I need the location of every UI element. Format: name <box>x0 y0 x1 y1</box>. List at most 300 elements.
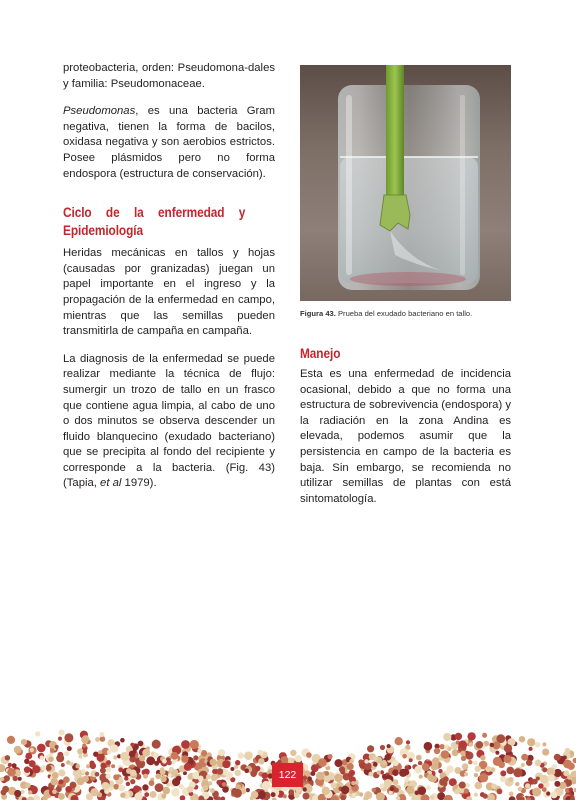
seed <box>377 770 381 774</box>
seed <box>546 792 550 796</box>
seed <box>258 758 264 764</box>
seed <box>161 794 166 799</box>
seed <box>513 768 522 777</box>
seed <box>509 796 516 800</box>
seed <box>181 755 188 762</box>
paragraph-diagnosis-text: La diagnosis de la enfermedad se puede realizar mediante la técnica de flujo: sumergir un trozo de tallo en un frasco que contiene agua limpia, al cabo de uno o dos minutos se observa descender un fluido blanquecino (exudado bacteriano) que se precipita al fondo del recipiente y corresponde a la bacteria. (Fig. 43) (Tapia, <box>63 352 275 490</box>
seed <box>153 753 159 759</box>
seed <box>509 777 514 782</box>
seed <box>464 788 469 793</box>
citation-year: 1979). <box>121 477 157 490</box>
seed <box>392 769 399 776</box>
seed <box>529 747 533 751</box>
seed <box>455 733 462 740</box>
seed <box>48 756 54 762</box>
seed <box>244 751 253 760</box>
seed <box>106 767 112 773</box>
seed <box>521 754 528 761</box>
seed <box>7 736 15 744</box>
seed <box>2 786 9 793</box>
seed <box>351 781 355 785</box>
seed <box>394 788 399 793</box>
seed <box>465 783 470 788</box>
seed <box>82 744 86 748</box>
seed <box>7 768 16 777</box>
seed <box>55 745 59 749</box>
heading-manejo: Manejo <box>300 346 341 361</box>
seed <box>85 771 89 775</box>
seed <box>536 777 540 781</box>
seed <box>251 791 259 799</box>
seed <box>364 791 372 799</box>
seed <box>341 786 349 794</box>
seed <box>14 790 21 797</box>
seed <box>389 791 393 795</box>
seed <box>162 759 167 764</box>
seed <box>532 788 541 797</box>
seed <box>70 782 77 789</box>
seed <box>565 748 570 753</box>
citation-etal: et al <box>100 477 122 490</box>
seed <box>382 760 387 765</box>
seed <box>500 770 506 776</box>
seed <box>234 770 241 777</box>
seed <box>483 794 488 799</box>
seed <box>77 778 85 786</box>
seed <box>348 772 353 777</box>
seed <box>27 796 34 800</box>
seed <box>446 766 453 773</box>
seed <box>149 780 155 786</box>
seed <box>150 791 157 798</box>
seed <box>160 776 166 782</box>
seed <box>179 784 184 789</box>
seed <box>349 759 354 764</box>
seed <box>58 737 62 741</box>
seed <box>222 760 230 768</box>
seed <box>563 760 572 769</box>
seed <box>414 766 422 774</box>
seed <box>95 737 100 742</box>
seed <box>434 748 440 754</box>
seed <box>439 744 444 749</box>
seed <box>444 795 453 800</box>
left-column <box>63 61 275 504</box>
seed <box>367 745 374 752</box>
seed <box>459 782 466 789</box>
seed <box>426 785 431 790</box>
seed <box>120 793 125 798</box>
seed <box>5 755 10 760</box>
seed <box>238 752 244 758</box>
seed <box>67 746 72 751</box>
seed <box>474 793 478 797</box>
seed <box>152 740 161 749</box>
seed <box>493 757 502 766</box>
seed <box>171 788 180 797</box>
seed <box>364 759 368 763</box>
seed <box>504 744 512 752</box>
seed <box>172 769 178 775</box>
seed <box>288 789 294 795</box>
seed <box>548 774 555 781</box>
seed <box>567 775 572 780</box>
seed <box>352 793 356 797</box>
seed <box>364 762 372 770</box>
seed <box>198 776 204 782</box>
seed <box>129 751 136 758</box>
seed <box>387 754 392 759</box>
seed <box>496 734 505 743</box>
seed <box>316 772 324 780</box>
seed <box>230 767 234 771</box>
seed <box>58 769 65 776</box>
seed <box>46 765 52 771</box>
seed <box>221 797 225 800</box>
seed <box>406 786 414 794</box>
seed <box>424 742 433 751</box>
seed <box>538 783 543 788</box>
seed <box>139 755 145 761</box>
seed <box>458 740 467 749</box>
seed <box>283 794 287 798</box>
seed <box>52 789 57 794</box>
seed <box>218 749 225 756</box>
seed <box>113 774 119 780</box>
seed <box>380 745 385 750</box>
seed <box>124 776 128 780</box>
seed <box>542 749 549 756</box>
caption-text: Prueba del exudado bacteriano en tallo. <box>335 309 473 318</box>
seed <box>168 773 172 777</box>
paragraph-pseudomonas <box>63 104 275 182</box>
seed <box>473 761 478 766</box>
seed <box>409 758 413 762</box>
seed <box>461 756 466 761</box>
seed <box>21 739 27 745</box>
seed <box>527 738 535 746</box>
seed <box>203 785 209 791</box>
seed <box>403 769 409 775</box>
seed <box>540 775 549 784</box>
seed <box>106 774 111 779</box>
seed <box>464 772 468 776</box>
seed <box>469 742 473 746</box>
seed <box>56 754 64 762</box>
seed <box>475 766 481 772</box>
seed <box>393 779 399 785</box>
seed <box>542 767 547 772</box>
seed <box>485 766 491 772</box>
seed <box>77 748 83 754</box>
seed <box>406 740 410 744</box>
seed <box>509 792 514 797</box>
seed <box>475 782 483 790</box>
seed <box>126 782 130 786</box>
seed <box>235 760 240 765</box>
seed <box>422 763 430 771</box>
seed <box>81 736 89 744</box>
seed <box>110 744 119 753</box>
seed <box>12 763 17 768</box>
seed <box>495 751 499 755</box>
seed <box>454 789 459 794</box>
seed <box>75 764 80 769</box>
seed <box>99 732 104 737</box>
seed <box>61 763 65 767</box>
seed <box>468 760 472 764</box>
seed <box>390 787 394 791</box>
seed <box>339 766 345 772</box>
seed <box>4 775 10 781</box>
seed <box>197 749 202 754</box>
seed <box>500 776 507 783</box>
seed <box>29 760 36 767</box>
seed <box>393 760 399 766</box>
seed <box>30 748 34 752</box>
seed <box>111 764 115 768</box>
seed <box>180 795 186 800</box>
seed <box>8 763 12 767</box>
seed <box>171 752 179 760</box>
figure-43-photo <box>300 65 511 301</box>
seed <box>172 778 180 786</box>
figure-caption <box>300 309 511 319</box>
seed <box>554 754 561 761</box>
seed <box>120 738 125 743</box>
seed <box>13 776 18 781</box>
seed <box>503 755 511 763</box>
seed <box>372 788 376 792</box>
seed <box>50 748 55 753</box>
seed <box>100 763 106 769</box>
seed <box>542 742 546 746</box>
seed <box>554 781 560 787</box>
seed <box>35 731 40 736</box>
seed <box>187 786 194 793</box>
seed <box>130 743 134 747</box>
seed <box>535 760 542 767</box>
seed <box>51 778 58 785</box>
seed <box>234 765 238 769</box>
seed <box>41 765 46 770</box>
seed <box>58 793 65 800</box>
seed <box>40 755 45 760</box>
seed <box>155 783 164 792</box>
seed <box>479 773 488 782</box>
seed <box>155 774 161 780</box>
seed <box>525 783 531 789</box>
seed <box>563 756 567 760</box>
seed <box>222 782 227 787</box>
seed <box>334 774 342 782</box>
seed <box>373 756 378 761</box>
seed <box>226 772 233 779</box>
seed <box>142 784 148 790</box>
seed <box>216 780 221 785</box>
seed <box>515 782 519 786</box>
seed <box>380 783 385 788</box>
seed <box>52 772 59 779</box>
seed <box>217 768 224 775</box>
seed <box>441 750 450 759</box>
seed <box>322 787 330 795</box>
seed <box>24 766 31 773</box>
seed <box>430 795 435 800</box>
seed <box>491 784 497 790</box>
seed <box>210 759 217 766</box>
seed <box>190 740 199 749</box>
seed <box>262 772 268 778</box>
seed <box>573 758 576 763</box>
seed <box>206 774 211 779</box>
seed <box>130 779 135 784</box>
seed <box>310 771 315 776</box>
seed <box>0 777 4 781</box>
heading-disease-cycle: Ciclo de la enfermedad y Epidemiología <box>63 205 246 239</box>
seed <box>120 752 129 761</box>
seed <box>497 789 503 795</box>
seed <box>358 759 363 764</box>
paragraph-manejo: Esta es una enfermedad de incidencia ocasional, debido a que no forma una estructura de sobrevivencia (endospora) y la radiación en la zona Andina es elevada, podemos asumir que la persistencia en campo de la bacteria es baja. Sin embargo, se recomienda no utilizar semillas de plantas con está sintomatología. <box>300 368 511 505</box>
seed <box>474 773 478 777</box>
seed <box>306 752 312 758</box>
seed <box>211 774 218 781</box>
genus-name: Pseudomonas <box>63 105 136 118</box>
page-number: 122 <box>272 763 303 787</box>
seed <box>14 746 22 754</box>
seed <box>33 795 40 800</box>
seed <box>210 788 215 793</box>
seed <box>416 755 422 761</box>
seed <box>303 793 310 800</box>
seed <box>143 774 148 779</box>
seed <box>184 763 192 771</box>
seed <box>257 750 263 756</box>
right-column <box>300 65 511 507</box>
paragraph-diagnosis <box>63 352 275 492</box>
seed <box>181 740 190 749</box>
seed <box>271 792 276 797</box>
seed <box>460 751 465 756</box>
seed <box>81 769 86 774</box>
seed <box>193 755 198 760</box>
seed <box>443 776 449 782</box>
seed <box>521 763 525 767</box>
seed <box>208 781 212 785</box>
seed <box>163 787 171 795</box>
seed <box>100 736 106 742</box>
paragraph-wounds: Heridas mecánicas en tallos y hojas (causadas por granizadas) juegan un papel importante en el ingreso y la propagación de la enfermedad en campo, mientras que las semillas pueden transmitirla de campaña en campaña. <box>63 247 275 338</box>
seed <box>97 754 105 762</box>
seed <box>347 763 354 770</box>
seed <box>37 744 46 753</box>
seed <box>447 747 451 751</box>
seed <box>102 782 110 790</box>
seed <box>118 785 125 792</box>
seed <box>462 763 469 770</box>
paragraph-pseudomonas-text: , es una bacteria Gram negativa, tienen la forma de bacilos, oxidasa negativa y son aerobios estrictos. Posee plásmidos pero no forma endospora (estructura de conservación). <box>63 105 275 180</box>
seed <box>69 762 73 766</box>
seed <box>373 762 378 767</box>
caption-label: Figura 43. <box>300 309 336 318</box>
seed <box>519 736 525 742</box>
seed <box>382 774 386 778</box>
seed <box>58 729 64 735</box>
seed <box>97 792 102 797</box>
seed <box>327 754 332 759</box>
seed <box>427 774 434 781</box>
seed <box>64 733 73 742</box>
seed <box>64 751 69 756</box>
seed <box>18 777 22 781</box>
seed <box>118 767 123 772</box>
seed <box>113 755 117 759</box>
seed <box>402 754 407 759</box>
seed <box>233 789 242 798</box>
seed <box>324 771 329 776</box>
seed <box>419 775 423 779</box>
seed <box>25 783 31 789</box>
seed <box>551 791 558 798</box>
seed <box>482 733 487 738</box>
seed <box>476 741 483 748</box>
seed <box>526 760 532 766</box>
seed <box>90 763 96 769</box>
seed <box>415 791 420 796</box>
seed <box>133 785 140 792</box>
paragraph-taxonomy: proteobacteria, orden: Pseudomona-dales y familia: Pseudomonaceae. <box>63 62 275 90</box>
seed <box>395 737 403 745</box>
seed <box>480 755 485 760</box>
seed <box>404 778 409 783</box>
seed <box>295 755 302 762</box>
seed <box>138 741 144 747</box>
seed <box>467 732 475 740</box>
seed <box>535 742 541 748</box>
seed <box>28 790 32 794</box>
seed <box>106 760 111 765</box>
seed <box>387 744 391 748</box>
seed <box>507 767 515 775</box>
seed <box>130 770 137 777</box>
seed <box>25 753 32 760</box>
seed <box>290 750 296 756</box>
seed <box>368 772 373 777</box>
seed <box>307 776 312 781</box>
seed <box>318 758 327 767</box>
seed <box>95 772 100 777</box>
seed <box>160 769 166 775</box>
seed <box>335 759 343 767</box>
seed <box>146 756 155 765</box>
seed <box>244 768 249 773</box>
seed <box>258 791 266 799</box>
seed <box>569 788 573 792</box>
seed <box>331 782 337 788</box>
seed <box>418 761 422 765</box>
seed <box>83 749 87 753</box>
seed <box>443 733 451 741</box>
seed <box>79 755 83 759</box>
seed <box>262 781 271 790</box>
seed <box>303 787 307 791</box>
seed <box>144 792 149 797</box>
seed <box>490 743 495 748</box>
seed <box>294 792 300 798</box>
seed <box>518 787 523 792</box>
seed <box>59 779 64 784</box>
